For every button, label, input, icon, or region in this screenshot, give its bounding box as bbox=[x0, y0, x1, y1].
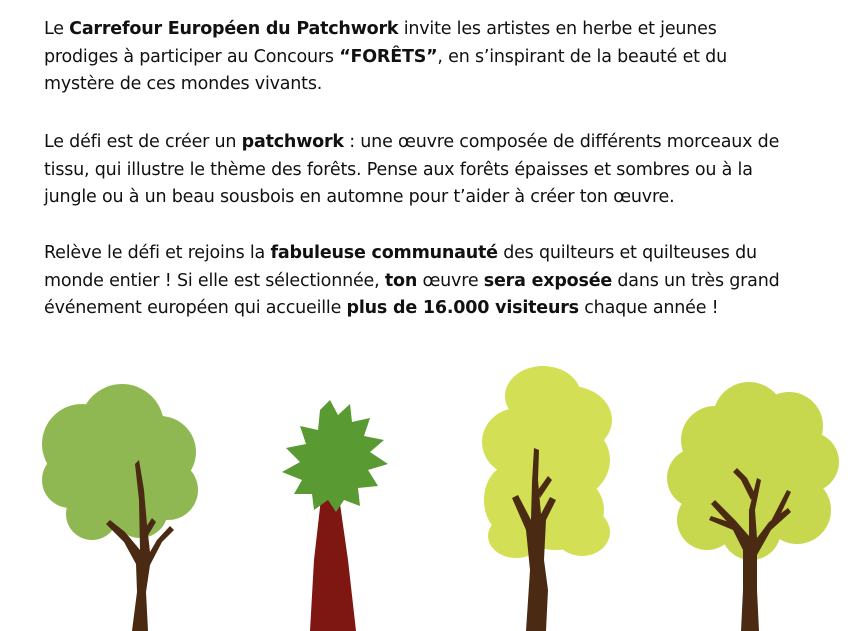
round-tree-graphic bbox=[0, 360, 220, 631]
palm-tree-trunk bbox=[310, 490, 356, 631]
paragraph-challenge bbox=[44, 129, 856, 212]
paragraph-community bbox=[44, 240, 856, 323]
palm-tree-foliage bbox=[282, 400, 388, 512]
paragraph-line bbox=[44, 71, 856, 99]
text-segment: , en s’inspirant de la beauté et du bbox=[437, 46, 727, 67]
text-segment: Le défi est de créer un bbox=[44, 132, 242, 152]
round-tree-icon bbox=[0, 360, 220, 631]
text-segment: Relève le défi et rejoins la bbox=[44, 243, 271, 263]
text-segment: invite les artistes en herbe et jeunes bbox=[398, 19, 717, 39]
poplar-tree-foliage bbox=[482, 366, 612, 558]
palm-tree-graphic bbox=[210, 360, 430, 631]
keyword-community: fabuleuse communauté bbox=[270, 243, 498, 263]
text-segment: des quilteurs et quilteuses du bbox=[497, 243, 757, 263]
text-segment: événement européen qui accueille bbox=[44, 298, 347, 318]
text-segment: prodiges à participer au Concours bbox=[44, 46, 340, 67]
paragraph-line bbox=[44, 16, 856, 44]
keyword-ton: ton bbox=[384, 270, 418, 291]
text-segment: tissu, qui illustre le thème des forêts. Pense aux forêts épaisses et sombres ou à la bbox=[44, 159, 753, 180]
trees-illustration bbox=[0, 360, 866, 631]
organization-name: Carrefour Européen du Patchwork bbox=[69, 19, 399, 39]
paragraph-line bbox=[44, 44, 856, 72]
text-segment: dans un très grand bbox=[612, 270, 780, 291]
bushy-tree-icon bbox=[645, 360, 865, 631]
paragraph-line bbox=[44, 157, 856, 185]
keyword-exposee: sera exposée bbox=[483, 270, 613, 291]
text-segment: chaque année ! bbox=[578, 298, 719, 318]
contest-name: “FORÊTS” bbox=[339, 46, 438, 67]
text-segment: œuvre bbox=[417, 270, 484, 291]
keyword-patchwork: patchwork bbox=[241, 132, 344, 152]
keyword-visitors: plus de 16.000 visiteurs bbox=[346, 298, 579, 318]
paragraph-line bbox=[44, 268, 856, 296]
text-segment: mystère de ces mondes vivants. bbox=[44, 74, 323, 94]
text-segment: Le bbox=[44, 19, 70, 39]
text-segment: : une œuvre composée de différents morceaux de bbox=[343, 132, 780, 152]
paragraph-line bbox=[44, 295, 856, 323]
poplar-tree-icon bbox=[430, 360, 650, 631]
round-tree-foliage bbox=[42, 384, 198, 540]
bushy-tree-graphic bbox=[645, 360, 865, 631]
poplar-tree-graphic bbox=[430, 360, 650, 631]
palm-tree-icon bbox=[210, 360, 430, 631]
text-segment: jungle ou à un beau sousbois en automne pour t’aider à créer ton œuvre. bbox=[44, 187, 675, 207]
paragraph-intro bbox=[44, 16, 856, 99]
paragraph-line bbox=[44, 184, 856, 212]
paragraph-line bbox=[44, 240, 856, 268]
paragraph-line bbox=[44, 129, 856, 157]
text-segment: monde entier ! Si elle est sélectionnée, bbox=[44, 270, 385, 291]
